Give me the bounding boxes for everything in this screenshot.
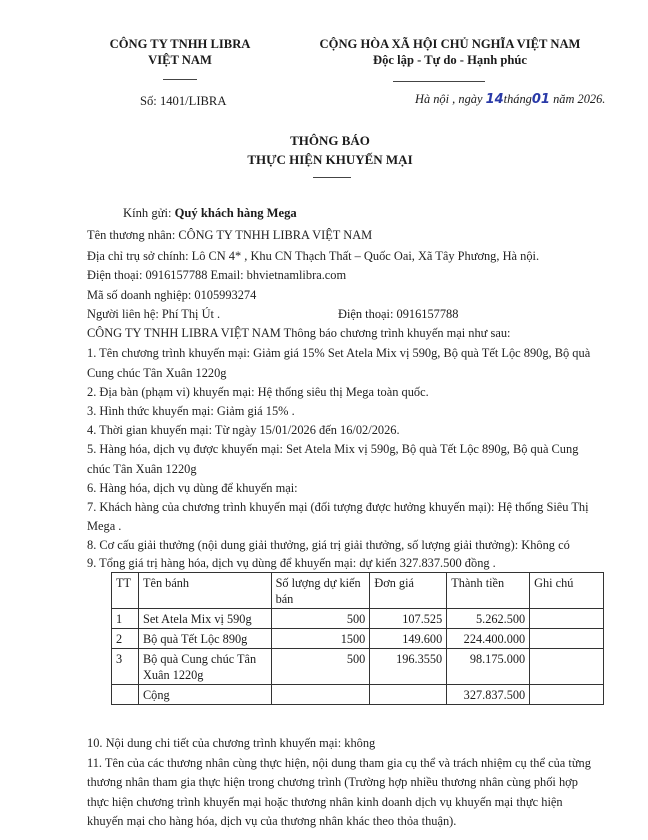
table-row <box>112 649 604 685</box>
company-name <box>92 36 268 68</box>
body-line: 10. Nội dung chi tiết của chương trình khuyến mại: không <box>87 736 376 750</box>
body-line: 1. Tên chương trình khuyến mại: Giảm giá 15% Set Atela Mix vị 590g, Bộ quà Tết Lộc 890g, Bộ quà <box>87 346 591 360</box>
body-line: 3. Hình thức khuyến mại: Giảm giá 15% . <box>87 404 295 418</box>
national-motto <box>295 36 605 68</box>
date-prefix: Hà nội , ngày <box>415 92 483 106</box>
amount: 5.262.500 <box>447 609 530 629</box>
unit-price: 149.600 <box>370 629 447 649</box>
body-line: 7. Khách hàng của chương trình khuyến mại (đối tượng được hưởng khuyến mại): Hệ thống Siêu Thị <box>87 500 589 514</box>
quantity: 500 <box>271 609 370 629</box>
reference-number: Số: 1401/LIBRA <box>140 94 227 108</box>
row-index: 2 <box>112 629 139 649</box>
header-cell: Thành tiền <box>447 573 530 609</box>
promotion-table <box>111 572 604 705</box>
unit-price: 107.525 <box>370 609 447 629</box>
product-name: Bộ quà Cung chúc Tân Xuân 1220g <box>138 649 271 685</box>
recipient-name: Quý khách hàng Mega <box>174 206 297 220</box>
body-line: Mã số doanh nghiệp: 0105993274 <box>87 288 257 302</box>
handwritten-day: 14 <box>485 92 504 107</box>
greeting-prefix: Kính gửi: <box>123 206 175 220</box>
row-index: 1 <box>112 609 139 629</box>
company-name-line1: CÔNG TY TNHH LIBRA <box>109 37 251 51</box>
amount: 98.175.000 <box>447 649 530 685</box>
header-cell: Tên bánh <box>138 573 271 609</box>
body-line: thương nhân tham gia thực hiện trong chương trình (Trường hợp nhiều thương nhân cùng phối hợp <box>87 775 578 789</box>
body-line: 8. Cơ cấu giải thưởng (nội dung giải thưởng, giá trị giải thưởng, số lượng giải thưởng): Không có <box>87 538 570 552</box>
body-line: 9. Tổng giá trị hàng hóa, dịch vụ dùng để khuyến mại: dự kiến 327.837.500 đồng . <box>87 556 496 570</box>
body-line: 6. Hàng hóa, dịch vụ dùng để khuyến mại: <box>87 481 298 495</box>
table-row <box>112 609 604 629</box>
quantity: 500 <box>271 649 370 685</box>
body-line: 2. Địa bàn (phạm vi) khuyến mại: Hệ thống siêu thị Mega toàn quốc. <box>87 385 429 399</box>
table-row <box>112 629 604 649</box>
document-title <box>200 131 460 169</box>
note <box>530 649 604 685</box>
date-mid: tháng <box>503 92 532 106</box>
header-cell: TT <box>112 573 139 609</box>
note <box>530 685 604 705</box>
greeting <box>123 206 297 221</box>
national-motto-line1: CỘNG HÒA XÃ HỘI CHỦ NGHĨA VIỆT NAM <box>319 37 581 51</box>
body-line: 4. Thời gian khuyến mại: Từ ngày 15/01/2026 đến 16/02/2026. <box>87 423 400 437</box>
body-line: Người liên hệ: Phí Thị Út . <box>87 307 221 321</box>
product-name: Bộ quà Tết Lộc 890g <box>138 629 271 649</box>
handwritten-month: 01 <box>531 92 550 107</box>
contact-phone: Điện thoại: 0916157788 <box>338 307 459 321</box>
quantity <box>271 685 370 705</box>
header-cell: Số lượng dự kiến bán <box>271 573 370 609</box>
company-underline <box>163 79 197 80</box>
body-line: Điện thoại: 0916157788 Email: bhvietnamlibra.com <box>87 268 347 282</box>
date-suffix: năm 2026. <box>553 92 606 106</box>
row-index <box>112 685 139 705</box>
table-header-row <box>112 573 604 609</box>
product-name: Set Atela Mix vị 590g <box>138 609 271 629</box>
quantity: 1500 <box>271 629 370 649</box>
body-line: Tên thương nhân: CÔNG TY TNHH LIBRA VIỆT NAM <box>87 228 373 242</box>
note <box>530 629 604 649</box>
body-line: Cung chúc Tân Xuân 1220g <box>87 366 227 380</box>
amount: 224.400.000 <box>447 629 530 649</box>
body-line: 11. Tên của các thương nhân cùng thực hiện, nội dung tham gia cụ thể và trách nhiệm cụ thể của từng <box>87 756 591 770</box>
body-line: 5. Hàng hóa, dịch vụ được khuyến mại: Set Atela Mix vị 590g, Bộ quà Tết Lộc 890g, Bộ quà Cung <box>87 442 579 456</box>
header-cell: Ghi chú <box>530 573 604 609</box>
issue-date <box>415 92 605 107</box>
national-motto-line2: Độc lập - Tự do - Hạnh phúc <box>373 53 527 67</box>
body-line: CÔNG TY TNHH LIBRA VIỆT NAM Thông báo chương trình khuyến mại như sau: <box>87 326 511 340</box>
body-line: Mega . <box>87 519 122 533</box>
unit-price: 196.3550 <box>370 649 447 685</box>
title-line2: THỰC HIỆN KHUYẾN MẠI <box>247 152 413 167</box>
company-name-line2: VIỆT NAM <box>148 53 212 67</box>
total-label: Cộng <box>138 685 271 705</box>
body-line: chúc Tân Xuân 1220g <box>87 462 197 476</box>
note <box>530 609 604 629</box>
title-underline <box>313 177 351 178</box>
row-index: 3 <box>112 649 139 685</box>
total-amount: 327.837.500 <box>447 685 530 705</box>
title-line1: THÔNG BÁO <box>290 133 370 148</box>
body-line: Địa chỉ trụ sở chính: Lô CN 4* , Khu CN Thạch Thất – Quốc Oai, Xã Tây Phương, Hà nội. <box>87 249 540 263</box>
table-total-row <box>112 685 604 705</box>
body-line: khuyến mại cho hàng hóa, dịch vụ của thương nhân khác theo thỏa thuận). <box>87 814 457 828</box>
motto-underline <box>393 81 485 82</box>
header-cell: Đơn giá <box>370 573 447 609</box>
unit-price <box>370 685 447 705</box>
body-line: thực hiện chương trình khuyến mại hoặc thương nhân kinh doanh dịch vụ khuyến mại thực hiện <box>87 795 563 809</box>
